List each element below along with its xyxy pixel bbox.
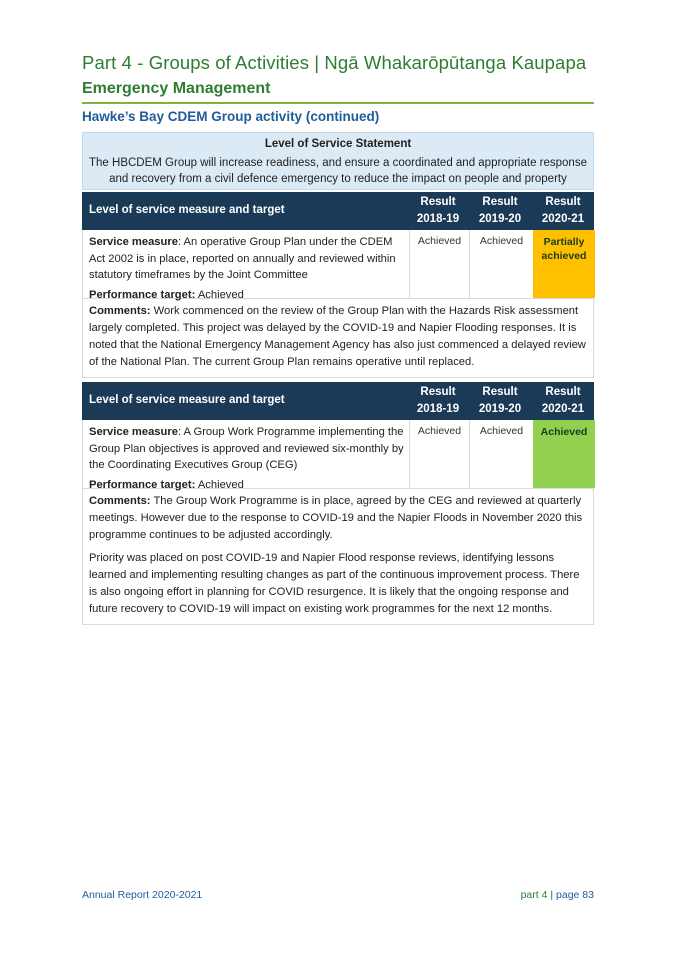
service-measure-table-2	[82, 382, 594, 625]
table-header-label: Level of service measure and target	[89, 204, 285, 216]
column-header-2019-20: Result 2019-20	[478, 386, 522, 415]
result-2018-19: Achieved	[417, 425, 462, 437]
comments-text: The Group Work Programme is in place, agreed by the CEG and reviewed at quarterly meetings. However due to the response to COVID-19 and the Napier Floods in November 2020 this programme continues to be adjusted accordingly.	[89, 495, 583, 541]
level-of-service-box	[82, 132, 594, 190]
table-row	[82, 230, 594, 301]
service-measure-table-1	[82, 192, 594, 378]
comments-label: Comments:	[89, 305, 151, 317]
column-header-2018-19: Result 2018-19	[416, 196, 460, 225]
column-header-2020-21: Result 2020-21	[541, 386, 585, 415]
subsection-title: Hawke’s Bay CDEM Group activity (continued)	[82, 109, 380, 124]
section-divider	[82, 102, 594, 104]
level-of-service-heading: Level of Service Statement	[264, 138, 412, 150]
footer-separator: |	[550, 889, 554, 901]
comments-box	[82, 298, 594, 378]
section-title: Emergency Management	[82, 80, 271, 97]
comments-text: Work commenced on the review of the Group Plan with the Hazards Risk assessment largely completed. This project was delayed by the COVID-19 and Napier Flooding responses. It is noted that the National Emergency Management Agency has also just commenced a delayed review of the National Plan. The current Group Plan remains operative until replaced.	[89, 305, 586, 368]
column-header-2020-21: Result 2020-21	[541, 196, 585, 225]
comments-label: Comments:	[89, 495, 151, 507]
performance-target-label: Performance target:	[89, 478, 196, 491]
service-measure-cell	[89, 234, 407, 303]
result-2019-20: Achieved	[479, 235, 524, 247]
service-measure-cell	[89, 424, 407, 493]
comments-box	[82, 488, 594, 625]
level-of-service-statement: The HBCDEM Group will increase readiness, and ensure a coordinated and appropriate response and recovery from a civil defence emergency to reduce the impact on people and property	[89, 157, 587, 185]
footer-part: part 4	[520, 889, 548, 901]
performance-target-label: Performance target:	[89, 288, 196, 301]
performance-target-value: Achieved	[195, 288, 244, 301]
comments-paragraph: Priority was placed on post COVID-19 and Napier Flood response reviews, identifying lessons learned and implementing resulting changes as part of the continuous improvement process. There is also ongoing effort in planning for COVID resurgence. It is likely that the ongoing response and future recovery to COVID-19 will impact on existing work programmes for the next 12 months.	[89, 552, 580, 615]
service-measure-label: Service measure	[89, 236, 178, 248]
column-header-2018-19: Result 2018-19	[416, 386, 460, 415]
result-2018-19: Achieved	[417, 235, 462, 247]
service-measure-label: Service measure	[89, 426, 178, 438]
result-2020-21: Achieved	[533, 420, 595, 488]
table-header	[82, 192, 594, 230]
column-header-2019-20: Result 2019-20	[478, 196, 522, 225]
footer-report-title: Annual Report 2020-2021	[82, 889, 203, 901]
result-2020-21: Partially achieved	[533, 230, 595, 298]
service-measure-text: : A Group Work Programme implementing the Group Plan objectives is approved and reviewed six-monthly by the Coordinating Executives Group (CEG)	[89, 426, 404, 471]
part-title: Part 4 - Groups of Activities | Ngā Whakarōpūtanga Kaupapa	[82, 52, 587, 73]
table-row	[82, 420, 594, 491]
result-2019-20: Achieved	[479, 425, 524, 437]
performance-target-value: Achieved	[195, 478, 244, 491]
footer-page-number: page 83	[556, 889, 594, 901]
footer-page-info	[521, 889, 594, 901]
service-measure-text: : An operative Group Plan under the CDEM Act 2002 is in place, reported on annually and reviewed within statutory timeframes by the Joint Committee	[89, 236, 396, 281]
table-header	[82, 382, 594, 420]
table-header-label: Level of service measure and target	[89, 394, 285, 406]
